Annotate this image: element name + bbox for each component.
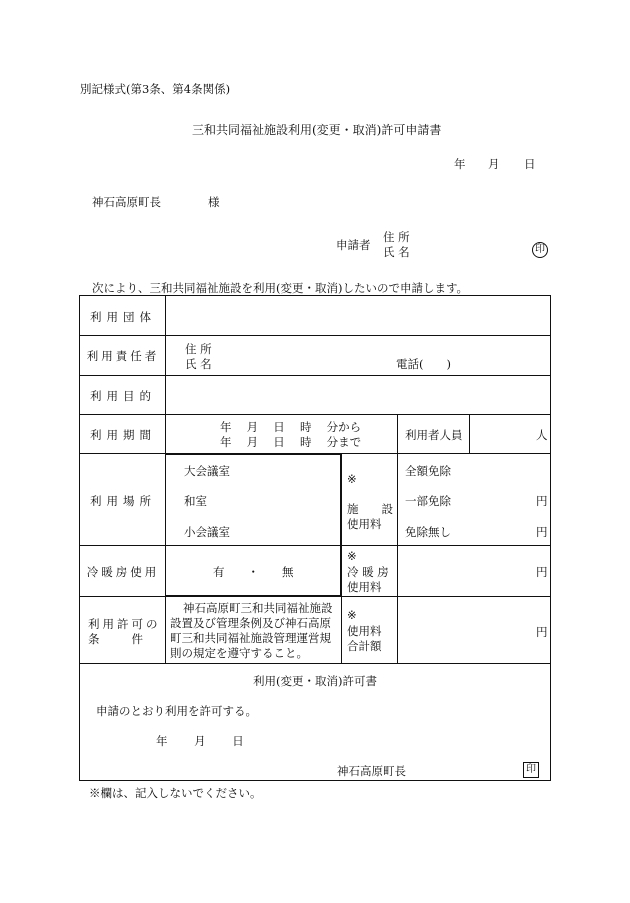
yen-partial: 円	[536, 494, 548, 508]
label-responsible: 利用責任者	[86, 349, 160, 363]
label-aircon: 冷暖房使用	[86, 565, 160, 579]
permit-seal-icon: 印	[523, 762, 539, 778]
date-month: 月	[488, 157, 500, 171]
aircon-options: 有 ・ 無	[213, 565, 294, 579]
label-conditions-1: 利用許可の	[88, 617, 161, 631]
permit-title: 利用(変更・取消)許可書	[253, 674, 377, 688]
yen-aircon: 円	[536, 565, 548, 579]
aircon-fee-mark: ※	[347, 549, 357, 563]
resp-name-label: 氏 名	[185, 357, 212, 371]
seal-icon: 印	[532, 242, 548, 258]
page-title: 三和共同福祉施設利用(変更・取消)許可申請書	[192, 123, 442, 137]
room-large: 大会議室	[184, 464, 230, 478]
form-reference: 別記様式(第3条、第4条関係)	[80, 82, 231, 96]
applicant-address-label: 住 所	[383, 230, 410, 244]
fee-label-2: 使用料	[347, 517, 382, 531]
aircon-fee-label-1: 冷 暖 房	[347, 565, 389, 579]
fee-mark: ※	[347, 472, 357, 486]
applicant-label: 申請者	[336, 238, 371, 252]
exempt-full: 全額免除	[405, 464, 451, 478]
users-unit: 人	[536, 428, 548, 442]
room-small: 小会議室	[184, 525, 230, 539]
footnote: ※欄は、記入しないでください。	[89, 786, 262, 800]
yen-total: 円	[536, 625, 548, 639]
exempt-none: 免除無し	[405, 525, 451, 539]
period-from: 年 月 日 時 分から	[220, 420, 362, 434]
label-place: 利用場所	[90, 494, 156, 508]
phone-label: 電話( )	[396, 357, 451, 371]
yen-none: 円	[536, 525, 548, 539]
total-mark: ※	[347, 608, 357, 622]
label-conditions-2: 条 件	[88, 632, 146, 646]
aircon-fee-label-2: 使用料	[347, 580, 382, 594]
label-users: 利用者人員	[405, 428, 463, 442]
conditions-line-4: 則の規定を遵守すること。	[170, 646, 308, 660]
exempt-partial: 一部免除	[405, 494, 451, 508]
addressee-honorific: 様	[208, 195, 220, 209]
label-group: 利用団体	[90, 310, 156, 324]
conditions-line-2: 設置及び管理条例及び神石高原	[170, 616, 331, 630]
total-label-1: 使用料	[347, 624, 382, 638]
addressee-name: 神石高原町長	[92, 195, 161, 209]
room-japanese: 和室	[184, 494, 207, 508]
date-year: 年	[454, 157, 466, 171]
date-day: 日	[524, 157, 536, 171]
label-purpose: 利用目的	[90, 389, 156, 403]
permit-text: 申請のとおり利用を許可する。	[96, 704, 257, 718]
permit-issuer: 神石高原町長	[337, 764, 406, 778]
intro-text: 次により、三和共同福祉施設を利用(変更・取消)したいので申請します。	[92, 281, 469, 295]
label-period: 利用期間	[90, 428, 156, 442]
total-label-2: 合計額	[347, 639, 382, 653]
period-to: 年 月 日 時 分まで	[220, 435, 362, 449]
resp-address-label: 住 所	[185, 342, 212, 356]
applicant-name-label: 氏 名	[383, 245, 410, 259]
conditions-line-1: 神石高原町三和共同福祉施設	[183, 601, 333, 615]
conditions-line-3: 町三和共同福祉施設管理運営規	[170, 631, 331, 645]
permit-date: 年 月 日	[156, 734, 244, 748]
fee-label-1: 施 設	[347, 502, 393, 516]
